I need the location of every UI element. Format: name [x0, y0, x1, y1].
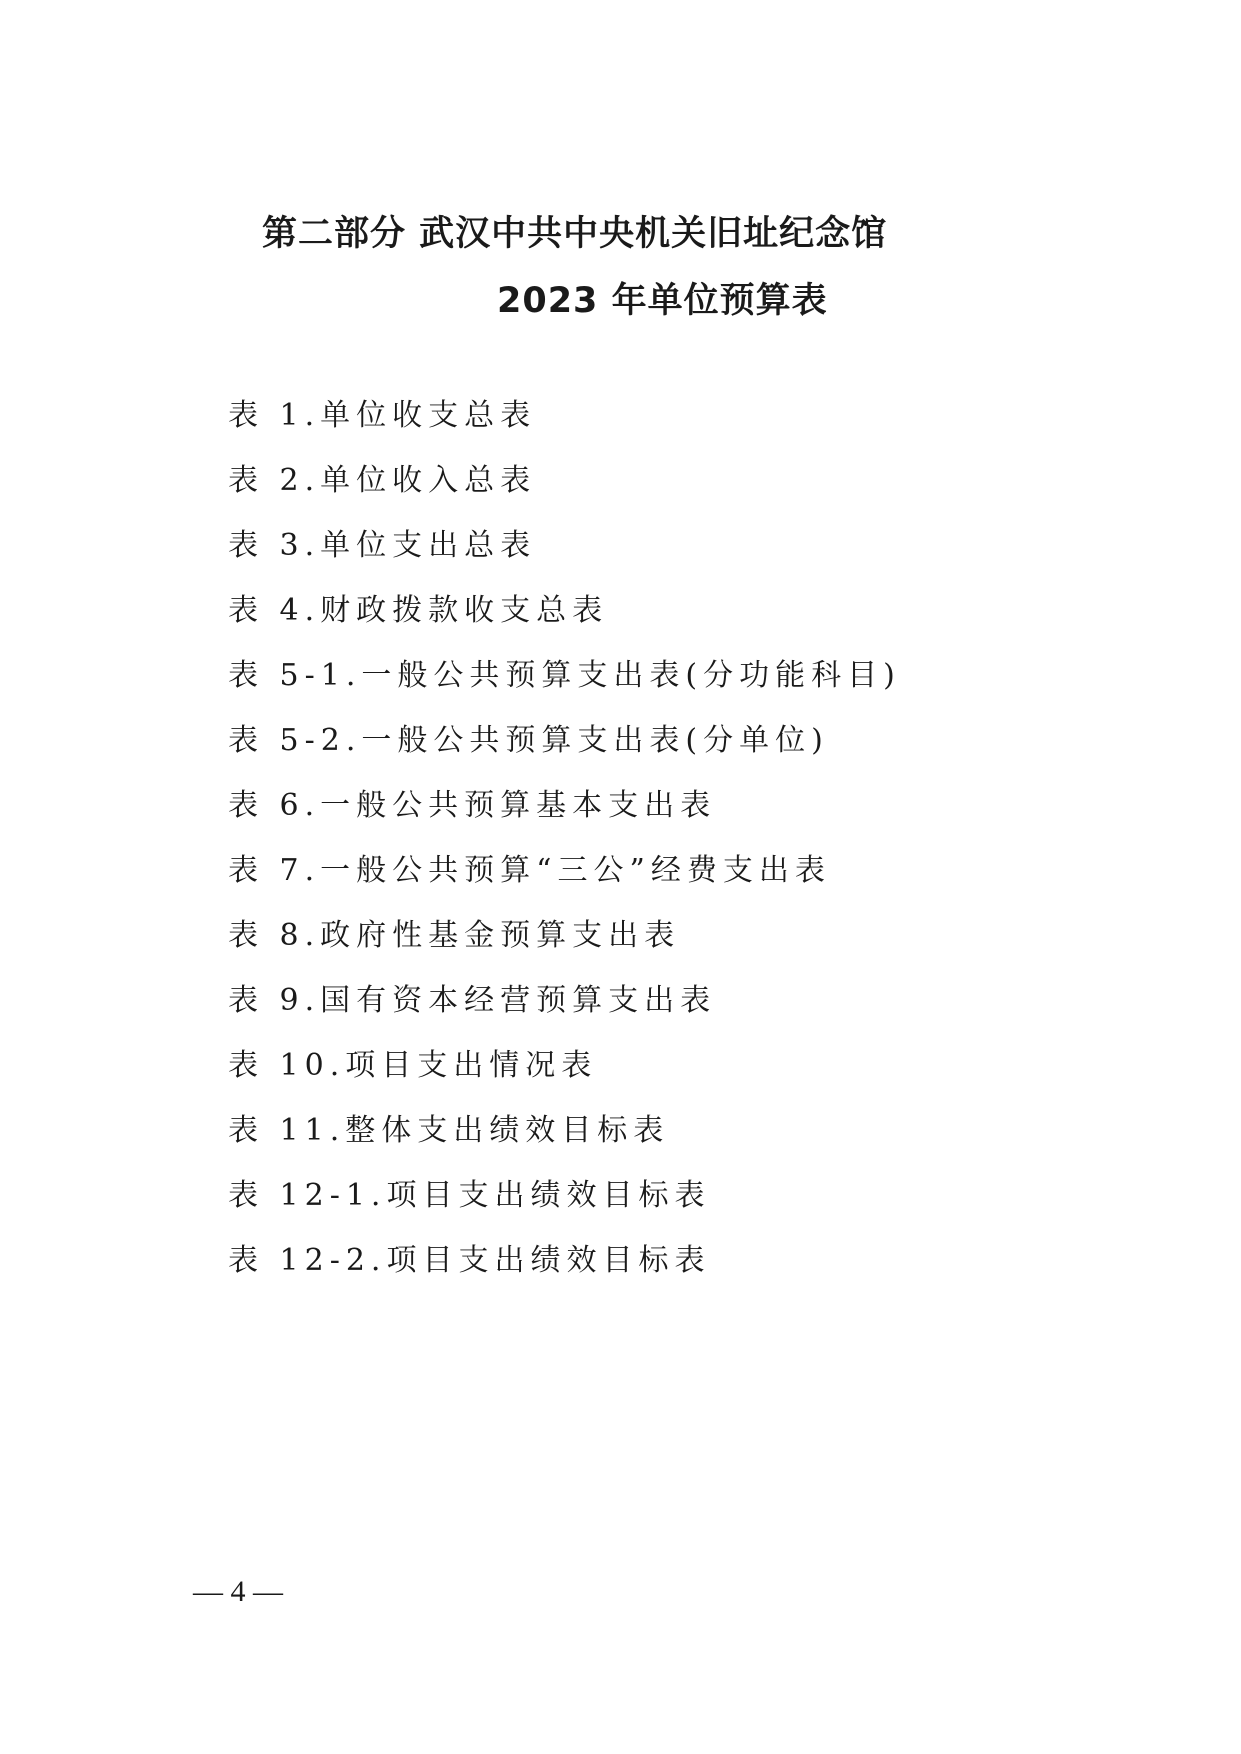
page-number: — 4 —: [193, 1575, 283, 1608]
toc-item-table-12-2: 表 12-2.项目支出绩效目标表: [228, 1243, 711, 1278]
toc-item-table-8: 表 8.政府性基金预算支出表: [228, 918, 681, 953]
toc-item-table-7: 表 7.一般公共预算“三公”经费支出表: [228, 853, 831, 888]
toc-item-table-4: 表 4.财政拨款收支总表: [228, 593, 609, 628]
toc-item-table-6: 表 6.一般公共预算基本支出表: [228, 788, 717, 823]
table-of-contents: [228, 392, 901, 1302]
toc-item-table-11: 表 11.整体支出绩效目标表: [228, 1113, 670, 1148]
toc-item-table-5-1: 表 5-1.一般公共预算支出表(分功能科目): [228, 658, 901, 693]
toc-item-table-10: 表 10.项目支出情况表: [228, 1048, 598, 1083]
toc-item-table-5-2: 表 5-2.一般公共预算支出表(分单位): [228, 723, 829, 758]
document-title-line-1: 第二部分 武汉中共中央机关旧址纪念馆: [262, 214, 888, 254]
toc-item-table-12-1: 表 12-1.项目支出绩效目标表: [228, 1178, 711, 1213]
toc-item-table-2: 表 2.单位收入总表: [228, 463, 537, 498]
document-title-line-2: 2023 年单位预算表: [497, 281, 828, 321]
toc-item-table-1: 表 1.单位收支总表: [228, 398, 537, 433]
toc-item-table-9: 表 9.国有资本经营预算支出表: [228, 983, 717, 1018]
toc-item-table-3: 表 3.单位支出总表: [228, 528, 537, 563]
